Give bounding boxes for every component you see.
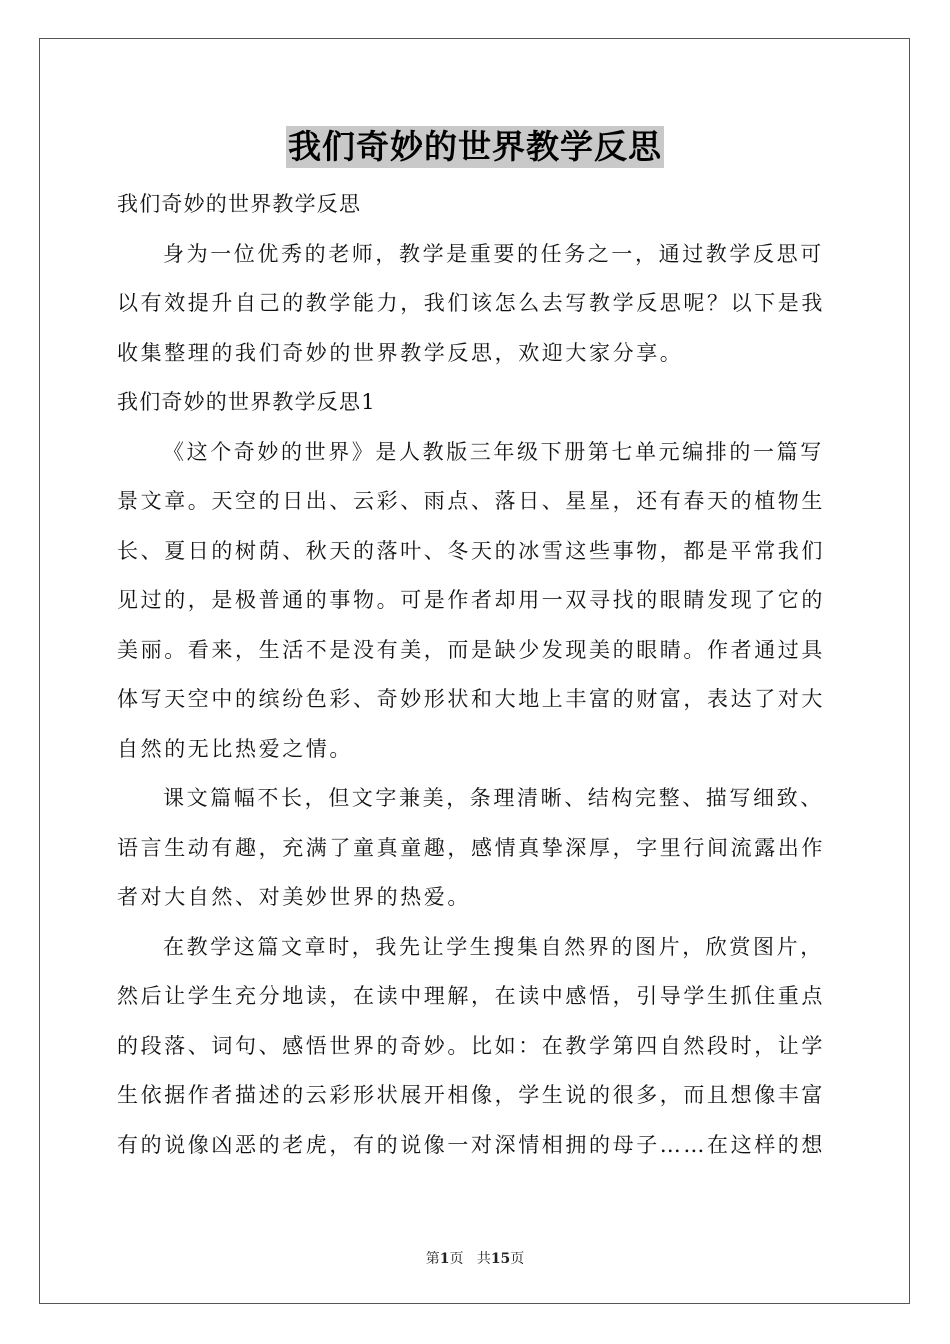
footer-page-suffix: 页 (449, 1251, 464, 1267)
section-heading: 我们奇妙的世界教学反思 (117, 192, 362, 216)
body-text-line: 见过的，是极普通的事物。可是作者却用一双寻找的眼睛发现了它的 (117, 588, 825, 612)
footer-total-suffix: 页 (510, 1251, 525, 1267)
body-text-line: 体写天空中的缤纷色彩、奇妙形状和大地上丰富的财富，表达了对大 (117, 687, 825, 711)
document-body (117, 180, 833, 1170)
body-text-line: 有的说像凶恶的老虎，有的说像一对深情相拥的母子……在这样的想 (117, 1132, 825, 1157)
body-text-line: 的段落、词句、感悟世界的奇妙。比如：在教学第四自然段时，让学 (117, 1033, 825, 1058)
page-footer (0, 1248, 950, 1268)
body-text-line: 语言生动有趣，充满了童真童趣，感情真挚深厚，字里行间流露出作 (117, 835, 825, 860)
body-text-line: 收集整理的我们奇妙的世界教学反思，欢迎大家分享。 (117, 340, 684, 365)
footer-page-prefix: 第 (425, 1251, 440, 1267)
body-text-line: 身为一位优秀的老师，教学是重要的任务之一，通过教学反思可 (163, 241, 824, 266)
body-text-line: 以有效提升自己的教学能力，我们该怎么去写教学反思呢？以下是我 (117, 291, 825, 315)
footer-page-number: 1 (439, 1251, 450, 1267)
body-text-line: 生依据作者描述的云彩形状展开相像，学生说的很多，而且想像丰富 (117, 1083, 825, 1107)
body-text-line: 景文章。天空的日出、云彩、雨点、落日、星星，还有春天的植物生 (117, 489, 825, 513)
footer-total-pages: 15 (490, 1251, 511, 1267)
body-text-line: 《这个奇妙的世界》是人教版三年级下册第七单元编排的一篇写 (163, 439, 824, 464)
footer-total-prefix: 共 (476, 1251, 491, 1267)
body-text-line: 自然的无比热爱之情。 (117, 736, 353, 761)
document-title: 我们奇妙的世界教学反思 (288, 127, 662, 166)
section-heading: 我们奇妙的世界教学反思1 (117, 390, 376, 414)
body-text-line: 美丽。看来，生活不是没有美，而是缺少发现美的眼睛。作者通过具 (117, 637, 825, 662)
body-text-line: 长、夏日的树荫、秋天的落叶、冬天的冰雪这些事物，都是平常我们 (117, 538, 825, 563)
body-text-line: 然后让学生充分地读，在读中理解，在读中感悟，引导学生抓住重点 (117, 984, 825, 1008)
body-text-line: 者对大自然、对美妙世界的热爱。 (117, 885, 471, 909)
body-text-line: 在教学这篇文章时，我先让学生搜集自然界的图片，欣赏图片， (163, 934, 824, 959)
body-text-line: 课文篇幅不长，但文字兼美，条理清晰、结构完整、描写细致、 (163, 786, 824, 810)
title-area (0, 126, 950, 168)
